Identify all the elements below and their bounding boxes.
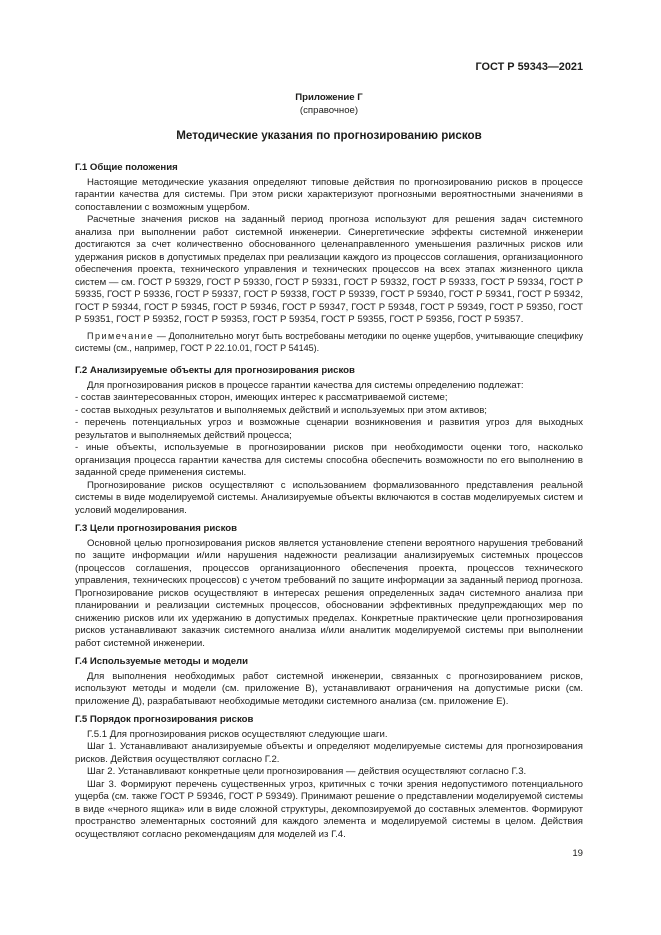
section-g3 bbox=[75, 523, 583, 651]
appendix-title: Приложение Г bbox=[295, 92, 363, 103]
section-g5 bbox=[75, 714, 583, 842]
note-text: — Дополнительно могут быть востребованы методики по оценке ущербов, учитывающие специфику системы (см., например, ГОСТ Р 22.10.01, ГОСТ Р 54145). bbox=[75, 331, 583, 353]
list-item: - состав заинтересованных сторон, имеющих интерес к рассматриваемой системе; bbox=[75, 392, 448, 404]
step-1: Шаг 1. Устанавливают анализируемые объекты и определяют моделируемые системы для прогнозирования рисков. Действия осуществляют согласно Г.2. bbox=[75, 741, 583, 765]
paragraph-g1-1: Настоящие методические указания определяют типовые действия по прогнозированию рисков в процессе гарантии качества для системы. При этом риски характеризуют прогнозными вероятностными значениями в сопоставлении с возможным ущербом. bbox=[75, 176, 583, 213]
document-number: ГОСТ Р 59343—2021 bbox=[475, 61, 583, 73]
page-content bbox=[75, 61, 583, 841]
section-g4 bbox=[75, 656, 583, 709]
step-2: Шаг 2. Устанавливают конкретные цели прогнозирования — действия осуществляют согласно Г.3. bbox=[87, 766, 527, 778]
list-item: - иные объекты, используемые в прогнозировании рисков при необходимости оценки того, насколько организация процесса гарантии качества для системы способна обеспечить возможности по его выполнению в заданной среде применения системы. bbox=[75, 442, 583, 479]
paragraph-g3-1: Основной целью прогнозирования рисков является установление степени вероятного нарушения требований по защите информации и/или нарушения надежности реализации анализируемых системных процессов (процессов соглашения, процессов организационного обеспечения проекта, процессов технического управления, технических процессов) с учетом требований по защите информации за заданный период прогноза. Прогнозирование рисков осуществляют в интересах решения определенных задач системного анализа при планировании и реализации системных процессов, обосновании эффективных предупреждающих мер по снижению рисков или их удержанию в допустимых пределах. Конкретные практические цели прогнозирования рисков устанавливают заказчик системного анализа и/или аналитик моделируемой системы при выполнении работ системной инженерии. bbox=[75, 537, 583, 649]
step-3: Шаг 3. Формируют перечень существенных угроз, критичных с точки зрения недопустимого потенциального ущерба (см. также ГОСТ Р 59346, ГОСТ Р 59349). Принимают решение о представлении моделируемой системы в виде «черного ящика» или в виде сложной структуры, декомпозируемой до составных элементов. Формируют пространство элементарных состояний для каждого элемента и моделируемой системы в целом. Действия осуществляют согласно рекомендациям для моделей из Г.4. bbox=[75, 778, 583, 840]
paragraph-g5-1: Г.5.1 Для прогнозирования рисков осуществляют следующие шаги. bbox=[87, 728, 388, 740]
paragraph-g2-1: Прогнозирование рисков осуществляют с использованием формализованного представления реальной системы в виде моделируемой системы. Анализируемые объекты включаются в состав моделируемых систем и условий моделирования. bbox=[75, 479, 583, 516]
section-heading-g1: Г.1 Общие положения bbox=[75, 161, 178, 173]
list-item: - состав выходных результатов и выполняемых действий и используемых при этом активов; bbox=[75, 404, 487, 416]
appendix-status: (справочное) bbox=[299, 104, 359, 116]
section-heading-g3: Г.3 Цели прогнозирования рисков bbox=[75, 522, 238, 534]
note-label: Примечание bbox=[87, 331, 155, 341]
section-heading-g5: Г.5 Порядок прогнозирования рисков bbox=[75, 713, 254, 725]
note-g1 bbox=[75, 330, 583, 354]
section-g2 bbox=[75, 365, 583, 518]
appendix-heading: Методические указания по прогнозированию рисков bbox=[176, 129, 482, 142]
paragraph-g4-1: Для выполнения необходимых работ системной инженерии, связанных с прогнозированием рисков, используют методы и модели (см. приложение В), устанавливают ограничения на допустимые риски (см. приложение Д), разрабатывают необходимые методики системного анализа (см. приложение Е). bbox=[75, 670, 583, 707]
page-number: 19 bbox=[572, 848, 583, 859]
section-heading-g4: Г.4 Используемые методы и модели bbox=[75, 655, 249, 667]
list-item: - перечень потенциальных угроз и возможные сценарии возникновения и развития угроз для выходных результатов и выполняемых действий процесса; bbox=[75, 417, 583, 441]
section-heading-g2: Г.2 Анализируемые объекты для прогнозирования рисков bbox=[75, 364, 355, 376]
paragraph-g2-intro: Для прогнозирования рисков в процессе гарантии качества для системы определению подлежат: bbox=[87, 379, 524, 391]
section-g1 bbox=[75, 162, 583, 354]
paragraph-g1-2: Расчетные значения рисков на заданный период прогноза используют для решения задач системного анализа при выполнении работ системной инженерии. Синергетические эффекты системной инженерии достигаются за счет количественно обоснованного целенаправленного уменьшения различных рисков или удержания рисков в допустимых пределах при реализации каждого из процессов соглашения, организационного обеспечения проекта, технического управления и технических процессов на всех этапах жизненного цикла систем — см. ГОСТ Р 59329, ГОСТ Р 59330, ГОСТ Р 59331, ГОСТ Р 59332, ГОСТ Р 59333, ГОСТ Р 59334, ГОСТ Р 59335, ГОСТ Р 59336, ГОСТ Р 59337, ГОСТ Р 59338, ГОСТ Р 59339, ГОСТ Р 59340, ГОСТ Р 59341, ГОСТ Р 59342, ГОСТ Р 59344, ГОСТ Р 59345, ГОСТ Р 59346, ГОСТ Р 59347, ГОСТ Р 59348, ГОСТ Р 59349, ГОСТ Р 59350, ГОСТ Р 59351, ГОСТ Р 59352, ГОСТ Р 59353, ГОСТ Р 59354, ГОСТ Р 59355, ГОСТ Р 59356, ГОСТ Р 59357. bbox=[75, 214, 583, 326]
